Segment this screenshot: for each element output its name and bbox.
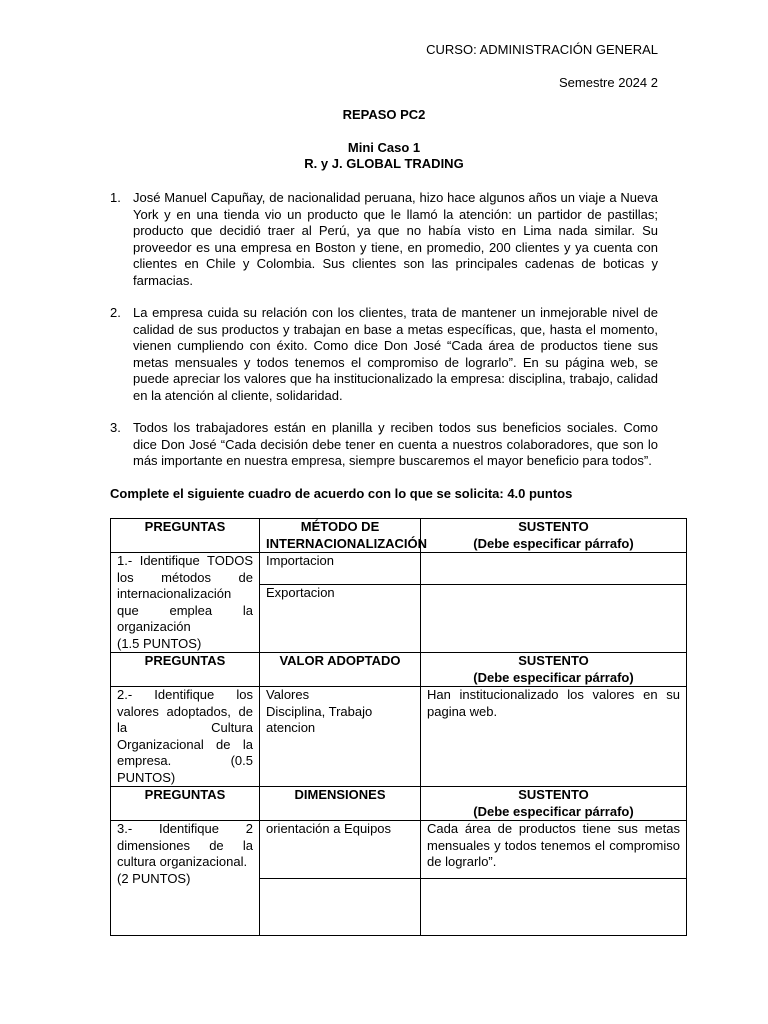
question-cell: [111, 821, 260, 936]
table-row: [111, 553, 687, 585]
header-preguntas: PREGUNTAS: [111, 787, 260, 821]
paragraph-number: 1.: [110, 190, 121, 205]
table-row: [111, 687, 687, 787]
paragraph-text: La empresa cuida su relación con los clientes, trata de mantener un inmejorable nivel de calidad de sus productos y trabajan en base a metas específicas, que, hasta el momento, vienen cumpliendo con éxito. Como dice Don José “Cada área de productos tiene sus metas mensuales y todos tenemos el compromiso de lograrlo”. En su página web, se puede apreciar los valores que ha institucionalizado la empresa: disciplina, trabajo, calidad en la atención al cliente, solidaridad.: [133, 305, 658, 403]
semester-header: Semestre 2024 2: [558, 75, 658, 90]
sustento-cell[interactable]: Han institucionalizado los valores en su pagina web.: [421, 687, 687, 787]
answer-table: [110, 518, 687, 936]
header-valor: VALOR ADOPTADO: [260, 653, 421, 687]
sustento-cell[interactable]: [421, 879, 687, 936]
header-sustento-label: SUSTENTO: [518, 787, 589, 802]
course-header: CURSO: ADMINISTRACIÓN GENERAL: [426, 42, 658, 57]
case-paragraphs: [110, 190, 658, 486]
header-sustento-note: (Debe especificar párrafo): [473, 803, 634, 819]
paragraph-text: Todos los trabajadores están en planilla y reciben todos sus beneficios sociales. Como dice Don José “Cada decisión debe tener en cuenta a nuestros colaboradores, que son lo más importante en nuestra empresa, siempre buscaremos el mayor beneficio para todos”.: [133, 420, 658, 468]
header-sustento: [421, 787, 687, 821]
document-title: REPASO PC2: [342, 107, 426, 122]
case-title: Mini Caso 1: [347, 140, 421, 155]
header-sustento: [421, 519, 687, 553]
table-header-row: [111, 787, 687, 821]
paragraph-3: [110, 420, 658, 470]
instruction-text: Complete el siguiente cuadro de acuerdo con lo que se solicita: 4.0 puntos: [110, 486, 573, 501]
paragraph-text: José Manuel Capuñay, de nacionalidad peruana, hizo hace algunos años un viaje a Nueva York y en una tienda vio un producto que le llamó la atención: un partidor de pastillas; producto que decidió traer al Perú, ya que no había visto en Lima nada similar. Su proveedor es una empresa en Boston y tiene, en promedio, 200 clientes y ya cuenta con clientes en Chile y Colombia. Sus clientes son las principales cadenas de boticas y farmacias.: [133, 190, 658, 288]
paragraph-number: 2.: [110, 305, 121, 320]
header-sustento-label: SUSTENTO: [518, 653, 589, 668]
question-cell: 2.- Identifique los valores adoptados, de la Cultura Organizacional de la empresa. (0.5 PUNTOS): [111, 687, 260, 787]
answer-cell[interactable]: [260, 879, 421, 936]
answer-cell[interactable]: [260, 687, 421, 787]
answer-line: Valores: [266, 687, 310, 702]
answer-line: Disciplina, Trabajo: [266, 703, 373, 719]
header-preguntas: PREGUNTAS: [111, 519, 260, 553]
question-cell: [111, 553, 260, 653]
case-company: R. y J. GLOBAL TRADING: [304, 156, 464, 171]
question-text: 3.- Identifique 2 dimensiones de la cultura organizacional.: [117, 821, 253, 869]
answer-cell[interactable]: Importacion: [260, 553, 421, 585]
header-dimensiones: DIMENSIONES: [260, 787, 421, 821]
question-text: 1.- Identifique TODOS los métodos de internacionalización que emplea la organización: [117, 553, 253, 634]
sustento-cell[interactable]: [421, 553, 687, 585]
header-sustento-label: SUSTENTO: [518, 519, 589, 534]
table-header-row: [111, 653, 687, 687]
answer-cell[interactable]: orientación a Equipos: [260, 821, 421, 879]
header-sustento: [421, 653, 687, 687]
paragraph-1: [110, 190, 658, 289]
table-header-row: [111, 519, 687, 553]
paragraph-number: 3.: [110, 420, 121, 435]
answer-line: atencion: [266, 720, 316, 735]
answer-cell[interactable]: Exportacion: [260, 585, 421, 653]
paragraph-2: [110, 305, 658, 404]
header-metodo: MÉTODO DE INTERNACIONALIZACIÓN: [260, 519, 421, 553]
header-sustento-note: (Debe especificar párrafo): [473, 535, 634, 551]
question-points: (2 PUNTOS): [117, 870, 191, 886]
header-preguntas: PREGUNTAS: [111, 653, 260, 687]
header-sustento-note: (Debe especificar párrafo): [473, 669, 634, 685]
sustento-cell[interactable]: Cada área de productos tiene sus metas mensuales y todos tenemos el compromiso de lograrlo”.: [421, 821, 687, 879]
table-row: [111, 821, 687, 879]
sustento-cell[interactable]: [421, 585, 687, 653]
question-points: (1.5 PUNTOS): [117, 635, 202, 651]
